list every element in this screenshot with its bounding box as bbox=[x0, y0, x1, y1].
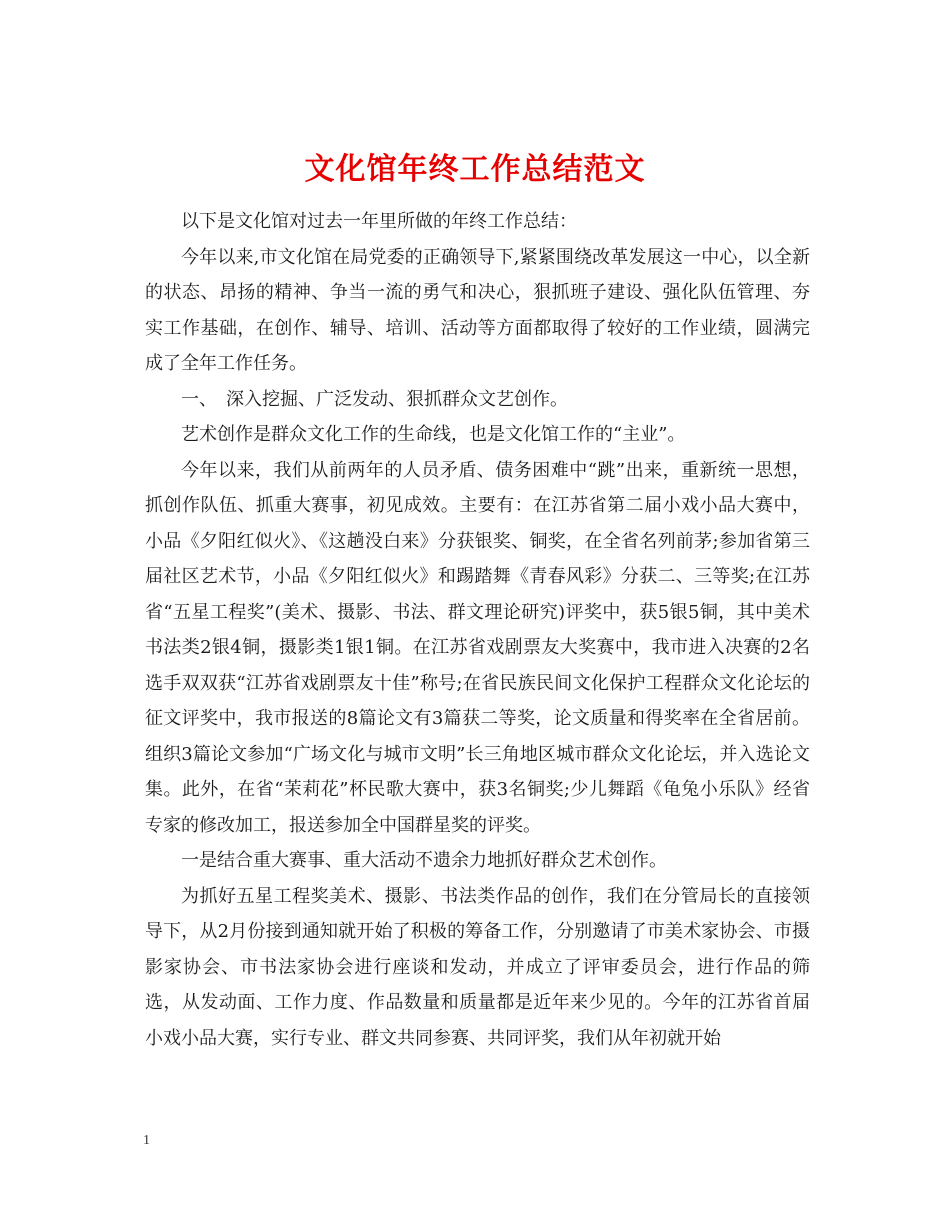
paragraph-point-one: 一是结合重大赛事、重大活动不遗余力地抓好群众艺术创作。 bbox=[181, 850, 667, 871]
paragraph-art-creation: 艺术创作是群众文化工作的生命线，也是文化馆工作的“主业”。 bbox=[181, 424, 686, 445]
paragraph-intro: 以下是文化馆对过去一年里所做的年终工作总结： bbox=[181, 211, 577, 232]
paragraph-overview: 今年以来,市文化馆在局党委的正确领导下,紧紧围绕改革发展这一中心，以全新的状态、昂扬的精神、争当一流的勇气和决心，狠抓班子建设、强化队伍管理、夯实工作基础，在创作、辅导、培训、活动等方面都取得了较好的工作业绩，圆满完成了全年工作任务。 bbox=[145, 246, 810, 374]
page-number: 1 bbox=[143, 1133, 150, 1148]
paragraph-achievements: 今年以来，我们从前两年的人员矛盾、债务困难中“跳”出来，重新统一思想，抓创作队伍、抓重大赛事，初见成效。主要有：在江苏省第二届小戏小品大赛中，小品《夕阳红似火》、《这趟没白来》分获银奖、铜奖，在全省名列前茅;参加省第三届社区艺术节，小品《夕阳红似火》和踢踏舞《青春风彩》分获二、三等奖;在江苏省“五星工程奖”(美术、摄影、书法、群文理论研究)评奖中，获5银5铜，其中美术书法类2银4铜，摄影类1银1铜。在江苏省戏剧票友大奖赛中，我市进入决赛的2名选手双双获“江苏省戏剧票友十佳”称号;在省民族民间文化保护工程群众文化论坛的征文评奖中，我市报送的8篇论文有3篇获二等奖，论文质量和得奖率在全省居前。组织3篇论文参加“广场文化与城市文明”长三角地区城市群众文化论坛，并入选论文集。此外，在省“茉莉花”杯民歌大赛中，获3名铜奖;少儿舞蹈《龟兔小乐队》经省专家的修改加工，报送参加全中国群星奖的评奖。 bbox=[145, 459, 810, 836]
paragraph-five-star-project: 为抓好五星工程奖美术、摄影、书法类作品的创作，我们在分管局长的直接领导下，从2月份接到通知就开始了积极的筹备工作，分别邀请了市美术家协会、市摄影家协会、市书法家协会进行座谈和发动，并成立了评审委员会，进行作品的筛选，从发动面、工作力度、作品数量和质量都是近年来少见的。今年的江苏省首届小戏小品大赛，实行专业、群文共同参赛、共同评奖，我们从年初就开始 bbox=[145, 885, 810, 1049]
section-heading-1: 一、 深入挖掘、广泛发动、狠抓群众文艺创作。 bbox=[181, 388, 568, 410]
document-body bbox=[145, 204, 810, 1056]
document-title: 文化馆年终工作总结范文 bbox=[304, 152, 646, 188]
